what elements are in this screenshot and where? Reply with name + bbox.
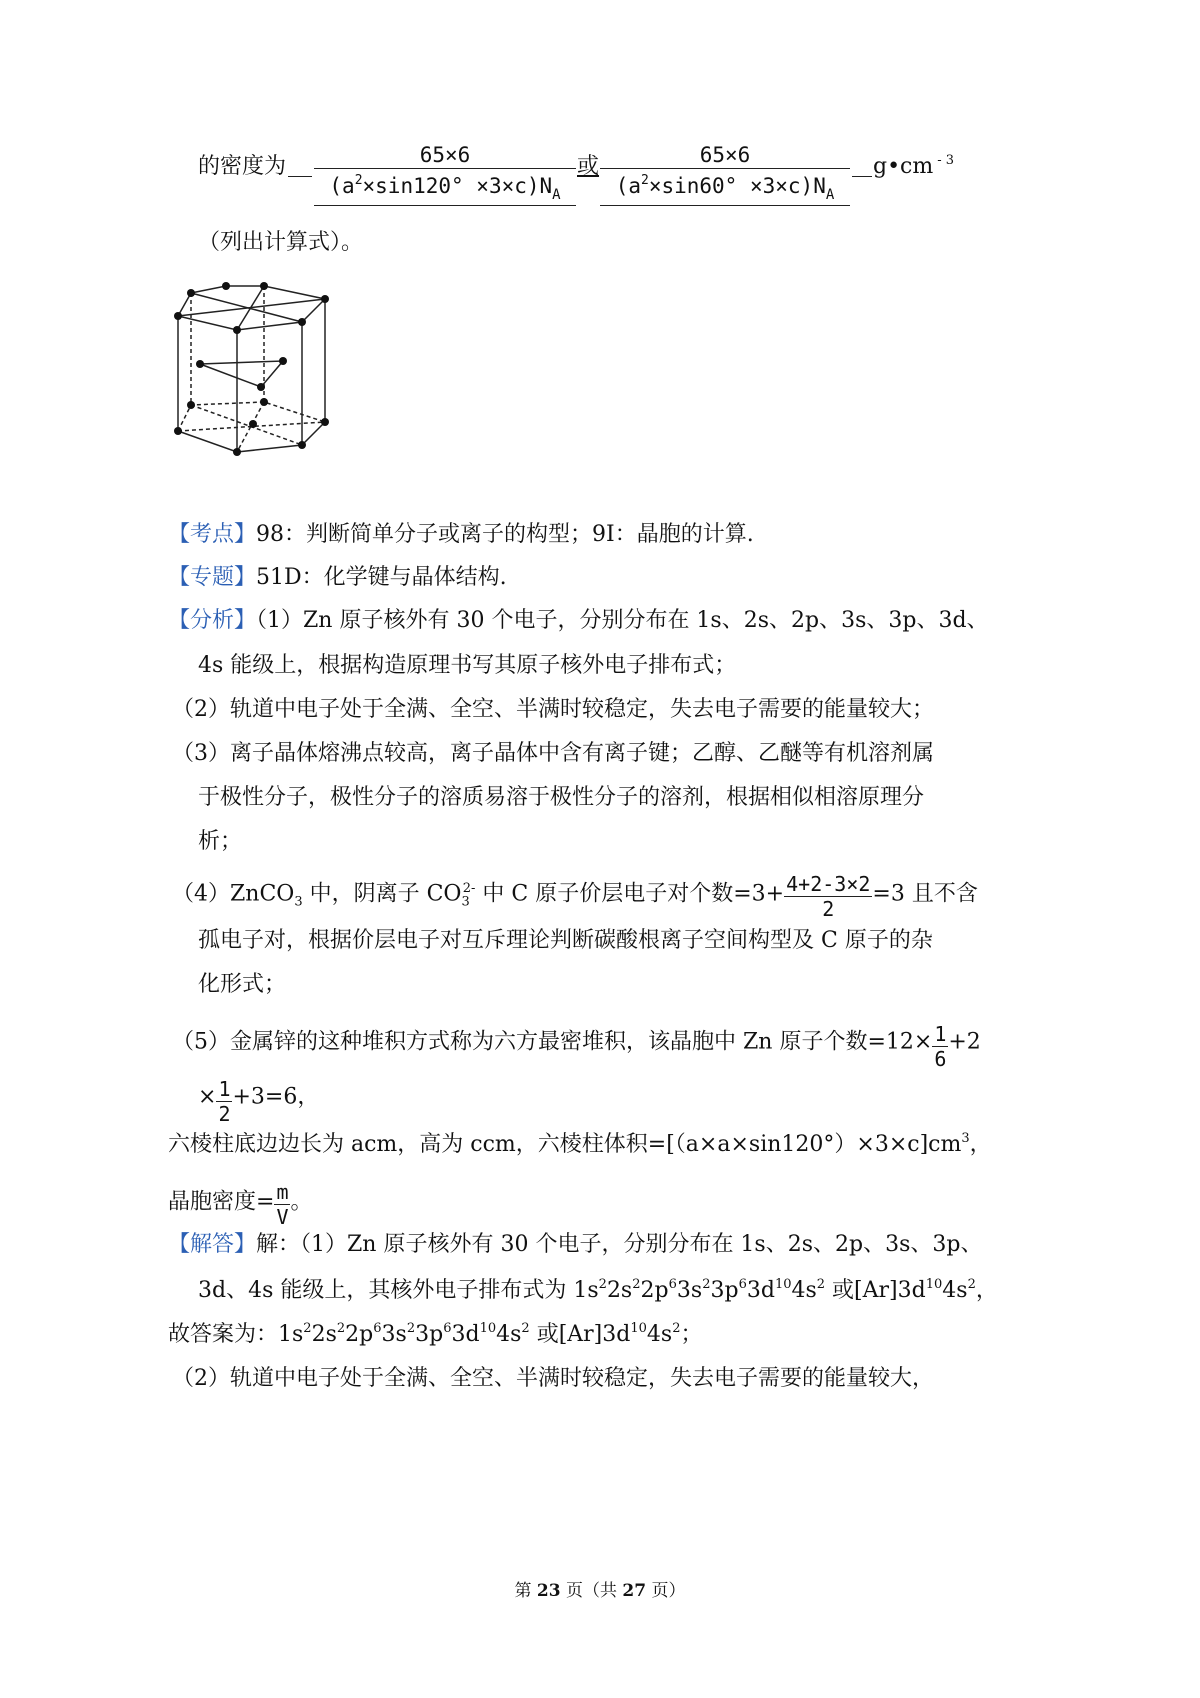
density-prefix: 的密度为: [198, 154, 287, 179]
fraction-2-denominator: $(a^2\times\sin 60^\circ \times 3\times c)N_A$: [600, 169, 850, 206]
fenxi-line-1: 【分析】（1）Zn 原子核外有 30 个电子，分别分布在 1s、2s、2p、3s、3p、3d、: [168, 608, 989, 633]
zhuanti-text: 51D：化学键与晶体结构.: [256, 565, 507, 590]
density-fraction-2: [600, 142, 850, 206]
fenxi-line-11: × $\frac{1}{2}$ +3=6，: [198, 1077, 320, 1126]
fraction-one-half: $\frac{1}{2}$: [218, 1077, 231, 1126]
fenxi-line-5: 于极性分子，极性分子的溶质易溶于极性分子的溶剂，根据相似相溶原理分: [198, 785, 925, 810]
density-fraction-1: [314, 142, 576, 206]
jieda-tag: 【解答】: [168, 1232, 257, 1257]
fenxi-line-4: （3）离子晶体熔沸点较高，离子晶体中含有离子键；乙醇、乙醚等有机溶剂属: [172, 741, 934, 766]
fraction-1-numerator: 65×6: [419, 143, 471, 167]
jieda-line-4: （2）轨道中电子处于全满、全空、半满时较稳定，失去电子需要的能量较大，: [172, 1366, 934, 1391]
fraction-1-denominator: $(a^2\times\sin 120^\circ \times 3\times c)N_A$: [314, 169, 576, 206]
vsepr-fraction: $\frac{4+2-3\times 2}{2}$: [786, 872, 871, 921]
fenxi-line-13: 晶胞密度= $\frac{m}{V}$ 。: [168, 1180, 313, 1229]
fenxi-line-7: （4）ZnCO$_3$ 中，阴离子 $CO_3^{2-}$ 中 C 原子价层电子对个数=3+ $\frac{4+2-3\times 2}{2}$ =3 且不含: [172, 872, 978, 921]
density-formula-fraction: $\frac{m}{V}$: [276, 1180, 289, 1229]
total-pages: 27: [622, 1581, 647, 1601]
fenxi-line-10: （5）金属锌的这种堆积方式称为六方最密堆积，该晶胞中 Zn 原子个数=12× $\frac{1}{6}$ +2: [172, 1022, 981, 1071]
fraction-one-sixth: $\frac{1}{6}$: [934, 1022, 947, 1071]
kaodian-line: [168, 520, 754, 550]
zhuanti-line: [168, 563, 507, 593]
fenxi-line-6: 析；: [198, 829, 243, 854]
blank-underline-2: [852, 176, 872, 177]
jieda-line-2: 3d、4s 能级上，其核外电子排布式为 $1s^22s^22p^63s^23p^63d^{10}4s^2$ 或$[Ar]3d^{10}4s^2$，: [198, 1277, 998, 1303]
fenxi-line-12: 六棱柱底边边长为 acm，高为 ccm，六棱柱体积$=[(a\times a\times\sin 120^\circ)\times 3\times c]cm^3$，: [168, 1131, 992, 1157]
fenxi-tag: 【分析】: [168, 608, 257, 633]
hexagonal-unit-cell-diagram: [168, 275, 333, 460]
or-connector: 或: [577, 154, 600, 179]
fenxi-line-3: （2）轨道中电子处于全满、全空、半满时较稳定，失去电子需要的能量较大；: [172, 697, 934, 722]
page-footer: 第 23 页（共 27 页）: [514, 1581, 686, 1601]
kaodian-text: 98：判断简单分子或离子的构型；9I：晶胞的计算.: [256, 522, 754, 547]
density-unit: g•cm $^{- 3}$: [873, 153, 955, 179]
blank-underline-1: [288, 176, 312, 177]
jieda-line-1: 【解答】解：（1）Zn 原子核外有 30 个电子，分别分布在 1s、2s、2p、3s、3p、: [168, 1232, 983, 1257]
fraction-2-numerator: 65×6: [699, 143, 751, 167]
fenxi-line-9: 化形式；: [198, 972, 287, 997]
jieda-line-3: 故答案为：$1s^22s^22p^63s^23p^63d^{10}4s^2$ 或$[Ar]3d^{10}4s^2$；: [168, 1321, 703, 1347]
fenxi-line-8: 孤电子对，根据价层电子对互斥理论判断碳酸根离子空间构型及 C 原子的杂: [198, 928, 933, 953]
calc-note: （列出计算式）。: [198, 230, 364, 255]
zhuanti-tag: 【专题】: [168, 565, 257, 590]
density-line: [198, 152, 286, 182]
fenxi-line-2: 4s 能级上，根据构造原理书写其原子核外电子排布式；: [198, 653, 737, 678]
page-number: 23: [536, 1581, 561, 1601]
kaodian-tag: 【考点】: [168, 522, 257, 547]
